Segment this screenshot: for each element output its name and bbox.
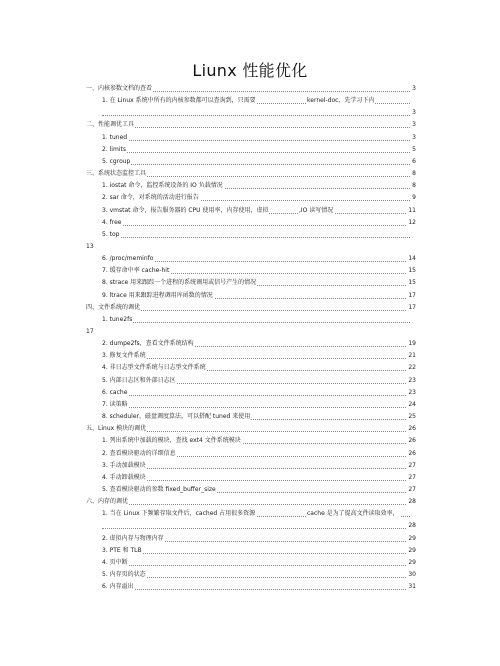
toc-page-number: 9: [412, 194, 416, 202]
toc-leader-dots: [102, 480, 410, 481]
toc-entry-title: 2. 查看模块驱动的详细信息: [102, 449, 176, 457]
toc-entry-title: 8. scheduler，磁盘调度算法，可以搭配 tuned 来使用: [102, 413, 251, 421]
toc-page-number: 19: [408, 340, 416, 348]
toc-entry-title: 3. 手动加载模块: [102, 461, 146, 469]
toc-entry[interactable]: [0, 277, 500, 288]
toc-page-number: 27: [408, 473, 416, 481]
toc-section[interactable]: [0, 302, 500, 313]
toc-entry-continued-text: cache 是为了提高文件读取效率，: [307, 510, 399, 518]
toc-page-number: 17: [408, 291, 416, 299]
toc-entry-title: 1. 列出系统中加载的模块，查找 ext4 文件系统模块: [102, 437, 241, 445]
toc-page-number: 26: [408, 425, 416, 433]
toc-leader-dots: [102, 565, 410, 566]
toc-leader-dots: [102, 528, 410, 529]
toc-entry-title: 1. 在 Linux 系统中所有的内核参数都可以查询到，只需要: [102, 97, 256, 105]
toc-entry[interactable]: [0, 290, 500, 301]
toc-entry-title: 六、内存的调优: [86, 498, 129, 506]
toc-leader-dots: [102, 358, 410, 359]
toc-entry[interactable]: [0, 132, 500, 143]
toc-entry-continued-text: ,IO 读写情况: [299, 206, 334, 214]
toc-leader-dots: [102, 553, 410, 554]
toc-leader-dots: [102, 115, 410, 116]
toc-leader-dots: [102, 395, 410, 396]
toc-page-number: 26: [408, 437, 416, 445]
toc-entry-title: 6. cache: [102, 388, 128, 396]
toc-entry-title: 6. /proc/meminfo: [102, 255, 154, 263]
toc-entry[interactable]: [0, 144, 500, 155]
toc-page-number: 28: [408, 522, 416, 530]
toc-entry-title: 1. 当在 Linux 下频繁存取文件后，cached 占用很多资源: [102, 510, 256, 518]
toc-entry[interactable]: [0, 460, 500, 471]
toc-entry-title: 4. 手动卸载模块: [102, 473, 146, 481]
toc-entry-title: 5. cgroup: [102, 157, 131, 165]
toc-page-number: 3: [412, 109, 416, 117]
toc-entry-title: 5. 内部日志区和外部日志区: [102, 376, 176, 384]
toc-entry[interactable]: [0, 508, 500, 519]
toc-section[interactable]: [0, 423, 500, 434]
toc-entry-title: 6. 内存溢出: [102, 583, 134, 591]
toc-page-number: 29: [408, 558, 416, 566]
document-title: Liunx 性能优化: [192, 61, 308, 80]
toc-entry[interactable]: [0, 107, 500, 118]
toc-entry-title: 五、Linux 模块的调优: [86, 425, 147, 433]
toc-page-number: 24: [408, 400, 416, 408]
toc-page-number: 27: [408, 461, 416, 469]
toc-entry-title: 1. tune2fs: [102, 315, 133, 323]
toc-leader-dots: [102, 577, 410, 578]
toc-entry-title: 3. PTE 和 TLB: [102, 546, 142, 554]
toc-entry[interactable]: [0, 399, 500, 410]
toc-entry[interactable]: [0, 533, 500, 544]
toc-entry-title: 5. top: [102, 230, 120, 238]
toc-entry[interactable]: [0, 180, 500, 191]
toc-entry[interactable]: [0, 205, 500, 216]
toc-page-number: 17: [408, 303, 416, 311]
toc-entry[interactable]: [0, 569, 500, 580]
toc-page-number: 3: [412, 133, 416, 141]
toc-entry[interactable]: [0, 545, 500, 556]
toc-page-number: 6: [412, 157, 416, 165]
toc-section[interactable]: [0, 168, 500, 179]
toc-entry[interactable]: [0, 448, 500, 459]
toc-entry[interactable]: [0, 350, 500, 361]
toc-entry[interactable]: [0, 387, 500, 398]
toc-entry[interactable]: [0, 265, 500, 276]
toc-page-number: 31: [408, 583, 416, 591]
toc-entry[interactable]: [0, 375, 500, 386]
toc-entry-title: 3. vmstat 命令，报告服务器的 CPU 使用率，内存使用，虚拟: [102, 206, 269, 214]
toc-entry[interactable]: [0, 314, 500, 325]
toc-page-number: 22: [408, 364, 416, 372]
toc-entry[interactable]: [0, 520, 500, 531]
toc-entry-title: 7. 缓存命中率 cache-hit: [102, 267, 170, 275]
toc-entry[interactable]: [0, 192, 500, 203]
toc-page-number: 14: [408, 255, 416, 263]
toc-leader-dots: [102, 407, 410, 408]
toc-leader-dots: [102, 589, 410, 590]
toc-entry[interactable]: [0, 253, 500, 264]
toc-entry-title: 三、系统状态监控工具: [86, 170, 147, 178]
toc-page-number: 12: [408, 218, 416, 226]
toc-page-number: 23: [408, 388, 416, 396]
toc-entry[interactable]: [0, 435, 500, 446]
toc-entry-title: 一、内核参数文档的查看: [86, 85, 153, 92]
toc-entry-continued-text: kernel-doc，先学习下内: [307, 97, 375, 105]
toc-page-number: 21: [408, 352, 416, 360]
toc-page-fragment: 13: [86, 242, 94, 250]
toc-entry-title: 二、性能调优工具: [86, 121, 135, 129]
toc-page-number: 30: [408, 571, 416, 578]
toc-leader-dots: [102, 225, 410, 226]
toc-section[interactable]: [0, 496, 500, 507]
toc-page-number: 3: [412, 85, 416, 92]
toc-entry[interactable]: [0, 362, 500, 373]
toc-page-number: 27: [408, 485, 416, 493]
toc-entry-title: 2. limits: [102, 145, 126, 153]
toc-page-number: 3: [412, 121, 416, 129]
toc-entry-title: 8. strace 用来跟踪一个进程的系统调用或信号产生的情况: [102, 279, 257, 287]
toc-page-number: 11: [408, 206, 416, 214]
toc-leader-dots: [102, 140, 410, 141]
toc-entry[interactable]: [0, 472, 500, 483]
toc-page-number: 5: [412, 145, 416, 153]
toc-entry[interactable]: [0, 217, 500, 228]
toc-entry[interactable]: [0, 411, 500, 422]
toc-page-number: 29: [408, 534, 416, 542]
toc-entry[interactable]: [0, 95, 500, 106]
toc-leader-dots: [102, 322, 410, 323]
toc-page-fragment: 17: [86, 328, 94, 335]
toc-page-number: 23: [408, 376, 416, 384]
toc-entry[interactable]: [0, 581, 500, 592]
toc-page-number: 28: [408, 498, 416, 506]
toc-entry-title: 1. iostat 命令，监控系统设备的 IO 负载情况: [102, 182, 223, 190]
toc-page-number: 8: [412, 170, 416, 178]
toc-page-number: 25: [408, 413, 416, 421]
toc-page-number: 29: [408, 546, 416, 554]
toc-entry-title: 四、文件系统的调优: [86, 303, 141, 311]
toc-entry-title: 1. tuned: [102, 133, 128, 141]
toc-section[interactable]: [0, 119, 500, 130]
toc-entry-title: 5. 查看模块驱动的参数 fixed_buffer_size: [102, 485, 216, 493]
toc-page-number: 8: [412, 182, 416, 190]
toc-entry-title: 2. sar 命令，对系统的活动进行报告: [102, 194, 199, 202]
toc-entry[interactable]: [0, 156, 500, 167]
toc-entry-title: 5. 内存页的状态: [102, 571, 146, 578]
toc-leader-dots: [102, 164, 410, 165]
toc-leader-dots: [102, 237, 410, 238]
toc-page-number: 15: [408, 279, 416, 287]
toc-entry-title: 3. 修复文件系统: [102, 352, 146, 360]
toc-entry-title: 2. dumpe2fs，查看文件系统结构: [102, 340, 194, 348]
toc-entry[interactable]: [0, 338, 500, 349]
toc-entry-title: 2. 虚拟内存与物理内存: [102, 534, 164, 542]
toc-entry-title: 4. free: [102, 218, 122, 226]
toc-entry-title: 9. ltrace 用来跟踪进程调用库函数的情况: [102, 291, 213, 299]
toc-entry[interactable]: [0, 229, 500, 240]
toc-leader-dots: [102, 468, 410, 469]
toc-entry-title: 4. 非日志型文件系统与日志型文件系统: [102, 364, 206, 372]
toc-leader-dots: [102, 152, 410, 153]
toc-entry-title: 4. 页中断: [102, 558, 128, 566]
toc-entry[interactable]: [0, 557, 500, 568]
toc-entry[interactable]: [0, 484, 500, 495]
toc-leader-dots: [86, 504, 410, 505]
toc-section[interactable]: [0, 83, 500, 94]
toc-entry-title: 7. 读策略: [102, 400, 128, 408]
toc-page-number: 26: [408, 449, 416, 457]
toc-page-number: 15: [408, 267, 416, 275]
